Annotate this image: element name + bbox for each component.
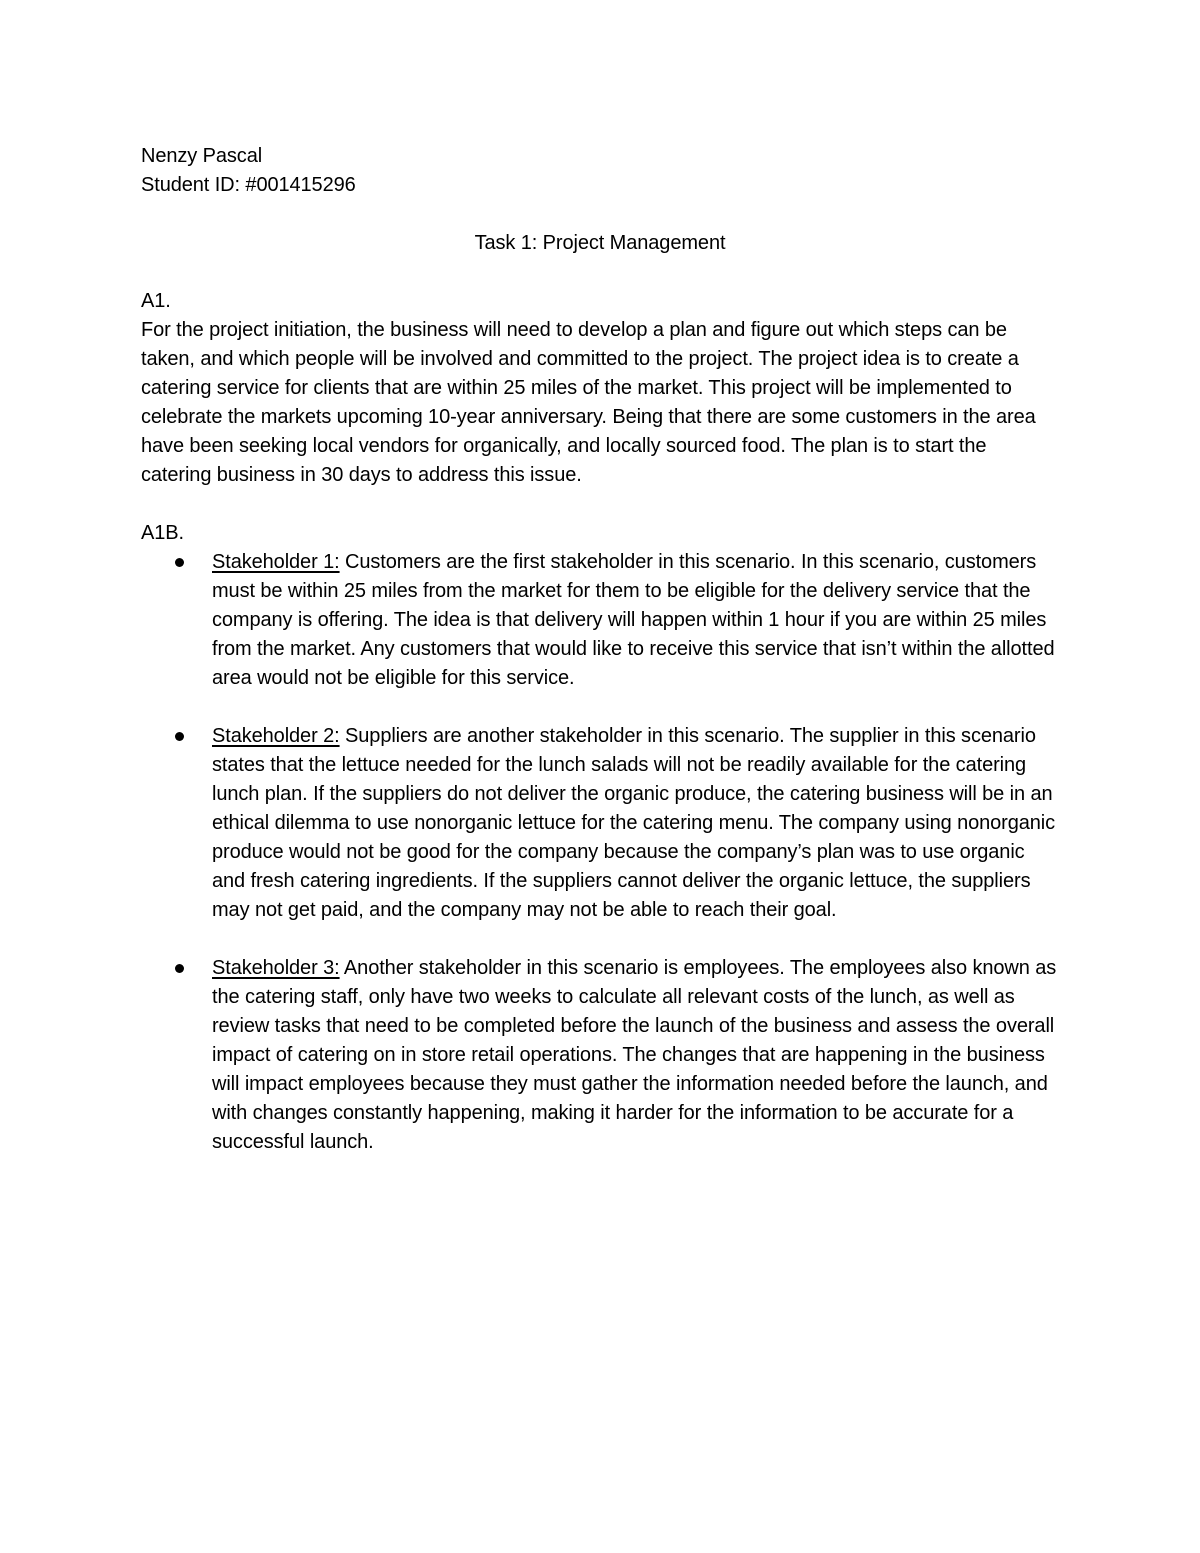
stakeholder-label: Stakeholder 1: bbox=[212, 551, 340, 573]
bullet-icon bbox=[175, 964, 184, 973]
stakeholder-text: Another stakeholder in this scenario is employees. The employees also known as the catering staff, only have two weeks to calculate all relevant costs of the lunch, as well as review tasks that need to be completed before the launch of the business and assess the overall impact of catering on in store retail operations. The changes that are happening in the business will impact employees because they must gather the information needed before the launch, and with changes constantly happening, making it harder for the information to be accurate for a successful launch. bbox=[212, 957, 1057, 1153]
stakeholder-list bbox=[141, 548, 1059, 1157]
document-body bbox=[141, 142, 1059, 1186]
document-title: Task 1: Project Management bbox=[474, 232, 726, 254]
stakeholder-text: Customers are the first stakeholder in this scenario. In this scenario, customers must be within 25 miles from the market for them to be eligible for the delivery service that the company is offering. The idea is that delivery will happen within 1 hour if you are within 25 miles from the market. Any customers that would like to receive this service that isn’t within the allotted area would not be eligible for this service. bbox=[212, 551, 1055, 689]
stakeholder-item-1 bbox=[141, 548, 1059, 693]
stakeholder-item-2 bbox=[141, 722, 1059, 925]
section-a1-paragraph: For the project initiation, the business will need to develop a plan and figure out which steps can be taken, and which people will be involved and committed to the project. The project idea is to create a catering service for clients that are within 25 miles of the market. This project will be implemented to celebrate the markets upcoming 10-year anniversary. Being that there are some customers in the area have been seeking local vendors for organically, and locally sourced food. The plan is to start the catering business in 30 days to address this issue. bbox=[141, 319, 1036, 486]
bullet-icon bbox=[175, 732, 184, 741]
stakeholder-label: Stakeholder 3: bbox=[212, 957, 340, 979]
author-name: Nenzy Pascal bbox=[141, 145, 263, 167]
bullet-icon bbox=[175, 558, 184, 567]
stakeholder-label: Stakeholder 2: bbox=[212, 725, 340, 747]
section-label-a1b: A1B. bbox=[141, 522, 184, 544]
section-label-a1: A1. bbox=[141, 290, 171, 312]
student-id: Student ID: #001415296 bbox=[141, 174, 356, 196]
stakeholder-text: Suppliers are another stakeholder in this scenario. The supplier in this scenario states that the lettuce needed for the lunch salads will not be readily available for the catering lunch plan. If the suppliers do not deliver the organic produce, the catering business will be in an ethical dilemma to use nonorganic lettuce for the catering menu. The company using nonorganic produce would not be good for the company because the company’s plan was to use organic and fresh catering ingredients. If the suppliers cannot deliver the organic lettuce, the suppliers may not get paid, and the company may not be able to reach their goal. bbox=[212, 725, 1056, 921]
stakeholder-item-3 bbox=[141, 954, 1059, 1157]
